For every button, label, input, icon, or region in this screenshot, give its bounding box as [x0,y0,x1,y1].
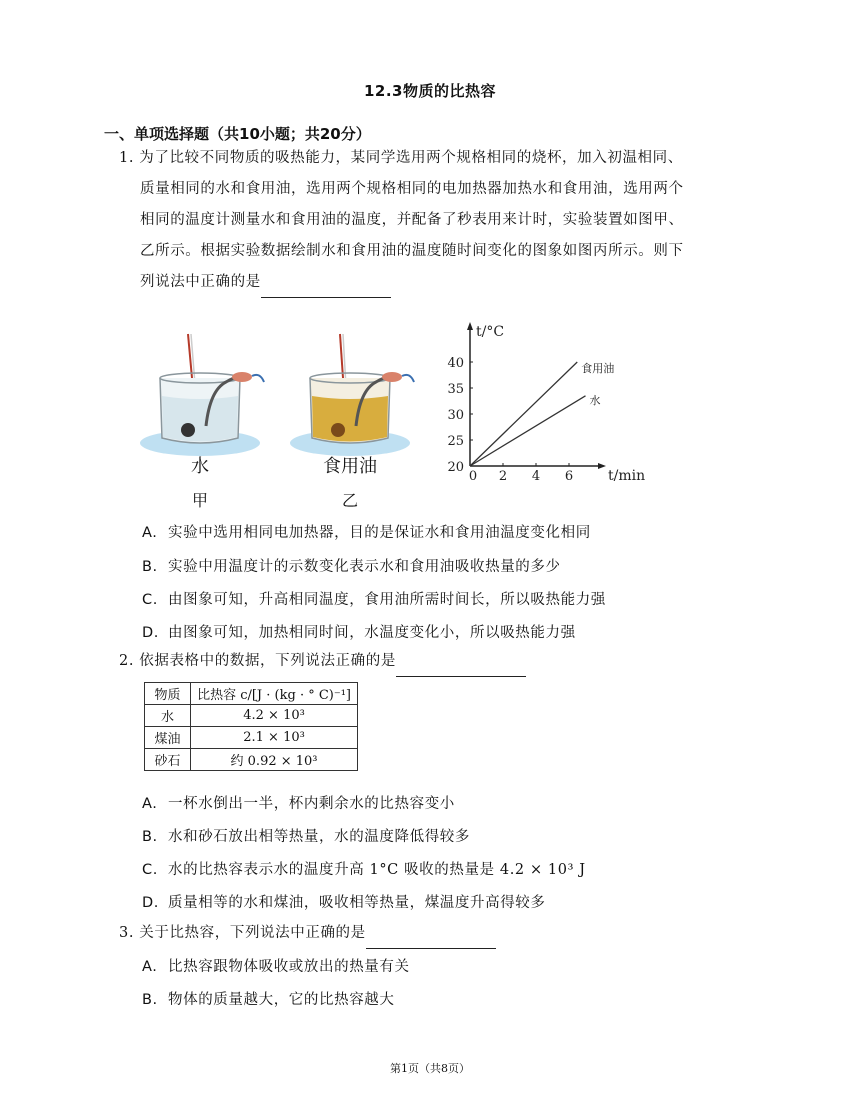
series-line-oil [470,362,577,466]
table-row [145,705,358,727]
x-axis-arrow [598,463,606,469]
series-label-water: 水 [589,393,601,407]
table-row [145,749,358,771]
x-axis-label: t/min [608,468,646,484]
q1-option-c[interactable]: C. 由图象可知，升高相同温度，食用油所需时间长，所以吸热能力强 [142,592,606,608]
q3-option-b[interactable]: B. 物体的质量越大，它的比热容越大 [142,992,395,1008]
page-title: 12.3物质的比热容 [363,82,496,100]
section-heading: 一、单项选择题（共10小题；共20分） [104,125,371,143]
q2-option-a[interactable]: A. 一杯水倒出一半，杯内剩余水的比热容变小 [142,796,455,812]
table-header-row [145,683,358,705]
answer-blank[interactable] [366,932,496,949]
answer-blank[interactable] [396,660,526,677]
q2-stem: 2. 依据表格中的数据，下列说法正确的是 [119,646,526,677]
table-row [145,727,358,749]
q1-line-1: 1. 为了比较不同物质的吸热能力，某同学选用两个规格相同的烧杯，加入初温相同、 [119,150,683,166]
q1-option-d[interactable]: D. 由图象可知，加热相同时间，水温度变化小，所以吸热能力强 [142,625,576,641]
water-caption: 甲 [191,491,209,510]
table-cell: 4.2 × 10³ [191,705,358,727]
oil-caption: 乙 [341,491,359,510]
series-line-water [470,396,586,466]
oil-label: 食用油 [323,456,377,477]
y-tick-label: 20 [447,460,464,475]
specific-heat-table [144,682,358,771]
q2-option-c[interactable]: C. 水的比热容表示水的温度升高 1°C 吸收的热量是 4.2 × 10³ J [142,862,586,878]
water-label: 水 [191,456,209,477]
y-tick-label: 30 [447,408,464,423]
series-label-oil: 食用油 [581,362,615,375]
q1-option-a[interactable]: A. 实验中选用相同电加热器，目的是保证水和食用油温度变化相同 [142,525,591,541]
table-header: 物质 [145,683,191,705]
water-beaker-figure [140,334,264,510]
page-footer: 第1页（共8页） [390,1062,470,1075]
y-axis-arrow [467,322,473,330]
table-cell: 煤油 [145,727,191,749]
q1-line-5: 列说法中正确的是 [140,267,391,298]
q3-stem: 3. 关于比热容，下列说法中正确的是 [119,918,496,949]
x-tick-label: 0 [468,469,478,484]
y-tick-label: 25 [447,434,464,449]
x-tick-label: 2 [498,469,508,484]
x-tick-label: 6 [564,469,574,484]
q1-option-b[interactable]: B. 实验中用温度计的示数变化表示水和食用油吸收热量的多少 [142,559,561,575]
q3-option-a[interactable]: A. 比热容跟物体吸收或放出的热量有关 [142,959,410,975]
q1-line-3: 相同的温度计测量水和食用油的温度，并配备了秒表用来计时，实验装置如图甲、 [140,212,684,228]
y-axis-label: t/°C [476,324,505,340]
table-cell: 砂石 [145,749,191,771]
table-header: 比热容 c/[J · (kg · ° C)⁻¹] [191,683,358,705]
table-cell: 约 0.92 × 10³ [191,749,358,771]
q1-line-2: 质量相同的水和食用油，选用两个规格相同的电加热器加热水和食用油，选用两个 [140,181,684,197]
table-cell: 水 [145,705,191,727]
y-tick-label: 40 [447,356,464,371]
temperature-time-chart [440,318,660,490]
q2-option-d[interactable]: D. 质量相等的水和煤油，吸收相等热量，煤温度升高得较多 [142,895,546,911]
table-cell: 2.1 × 10³ [191,727,358,749]
q1-line-4: 乙所示。根据实验数据绘制水和食用油的温度随时间变化的图象如图丙所示。则下 [140,243,684,259]
answer-blank[interactable] [261,281,391,298]
q2-option-b[interactable]: B. 水和砂石放出相等热量，水的温度降低得较多 [142,829,470,845]
y-tick-label: 35 [447,382,464,397]
oil-beaker-figure [290,334,414,510]
beaker-figures [140,330,430,520]
x-tick-label: 4 [531,469,541,484]
